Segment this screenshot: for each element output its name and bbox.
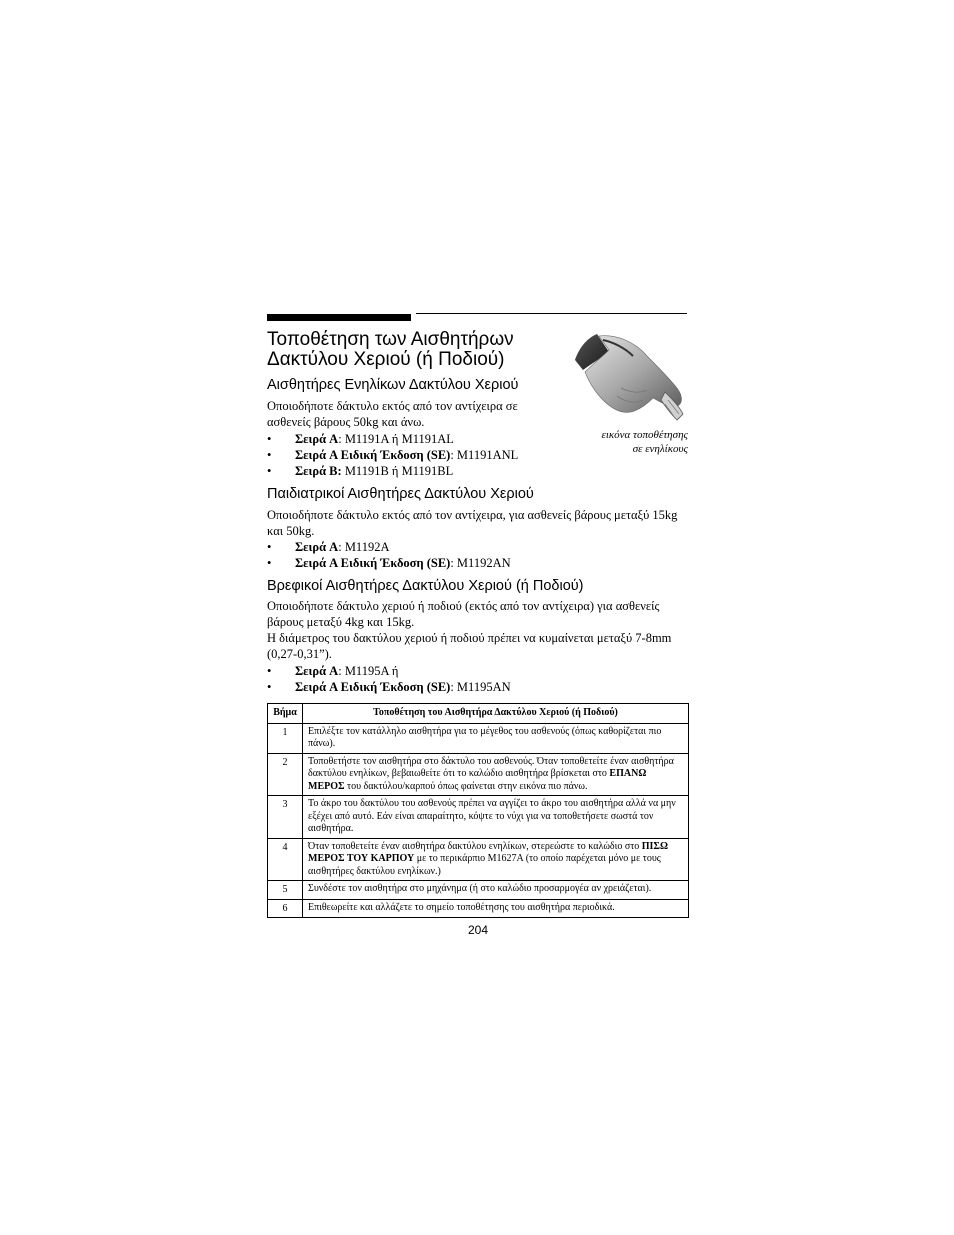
bullet-icon: •	[267, 556, 272, 570]
table-header-row	[268, 704, 689, 724]
page-title-line1: Τοποθέτηση των Αισθητήρων	[267, 329, 514, 350]
figure-caption-line1: εικόνα τοποθέτησης	[601, 429, 688, 441]
model-text: : M1195AN	[450, 680, 511, 694]
step-number: 3	[268, 796, 303, 839]
figure-caption-line2: σε ενηλίκους	[632, 443, 688, 455]
table-row	[268, 753, 689, 796]
step-text: Επιθεωρείτε και αλλάζετε το σημείο τοποθέτησης του αισθητήρα περιοδικά.	[303, 899, 689, 918]
series-label: Σειρά A	[295, 432, 339, 446]
page-title	[267, 330, 587, 370]
bullet-icon: •	[267, 540, 272, 554]
series-label: Σειρά B:	[295, 464, 342, 478]
figure-caption	[560, 428, 688, 456]
section-infant-list	[267, 663, 511, 695]
step-text: Το άκρο του δακτύλου του ασθενούς πρέπει να αγγίζει το άκρο του αισθητήρα αλλά να μην εξέχει από αυτό. Εάν είναι απαραίτητο, κόψτε το νύχι για να τοποθετήσετε σωστά τον αισθητήρα.	[303, 796, 689, 839]
section-infant-description: Οποιοδήποτε δάκτυλο χεριού ή ποδιού (εκτός από τον αντίχειρα) για ασθενείς βάρους μεταξύ 4kg και 15kg.	[267, 599, 660, 629]
bullet-icon: •	[267, 432, 272, 446]
step-text: Επιλέξτε τον κατάλληλο αισθητήρα για το μέγεθος του ασθενούς (όπως καθορίζεται πιο πάνω).	[303, 723, 689, 753]
step-text	[303, 753, 689, 796]
page-title-line2: Δακτύλου Χεριού (ή Ποδιού)	[267, 349, 505, 370]
column-header-step: Βήμα	[268, 704, 303, 724]
series-label: Σειρά A Ειδική Έκδοση (SE)	[295, 680, 451, 694]
step-text-pre: Όταν τοποθετείτε έναν αισθητήρα δακτύλου ενηλίκων, στερεώστε το καλώδιο στο	[308, 840, 642, 852]
step-number: 1	[268, 723, 303, 753]
list-item	[267, 679, 511, 695]
page-number: 204	[467, 923, 489, 937]
model-text: : M1195A ή	[338, 664, 399, 678]
step-number: 2	[268, 753, 303, 796]
bullet-icon: •	[267, 448, 272, 462]
series-label: Σειρά A Ειδική Έκδοση (SE)	[295, 556, 451, 570]
series-label: Σειρά A	[295, 540, 339, 554]
model-text: : M1192AN	[450, 556, 511, 570]
placement-steps-table	[267, 703, 689, 918]
step-number: 6	[268, 899, 303, 918]
adult-finger-sensor-illustration	[573, 330, 688, 425]
step-text-post: με το περικάρπιο M1627A (το οποίο παρέχεται μόνο με τους αισθητήρες δακτύλου ενηλίκων.)	[308, 853, 661, 877]
bullet-icon: •	[267, 464, 272, 478]
column-header-placement: Τοποθέτηση του Αισθητήρα Δακτύλου Χεριού (ή Ποδιού)	[303, 704, 689, 724]
bullet-icon: •	[267, 664, 272, 678]
step-number: 4	[268, 838, 303, 881]
model-text: M1191B ή M1191BL	[341, 464, 454, 478]
list-item	[267, 463, 518, 479]
section-adult-list	[267, 431, 518, 479]
step-number: 5	[268, 881, 303, 900]
step-text-pre: Τοποθετήστε τον αισθητήρα στο δάκτυλο του ασθενούς. Όταν τοποθετείτε έναν αισθητήρα δακτύλου ενηλίκων, βεβαιωθείτε ότι το καλώδιο αισθητήρα βρίσκεται στο	[308, 755, 674, 779]
section-adult-description: Οποιοδήποτε δάκτυλο εκτός από τον αντίχειρα σε ασθενείς βάρους 50kg και άνω.	[267, 399, 518, 429]
table-row	[268, 723, 689, 753]
section-heading-adult: Αισθητήρες Ενηλίκων Δακτύλου Χεριού	[267, 377, 519, 393]
model-text: : M1192A	[338, 540, 390, 554]
list-item	[267, 663, 511, 679]
section-heading-pediatric: Παιδιατρικοί Αισθητήρες Δακτύλου Χεριού	[267, 486, 534, 502]
table-row	[268, 881, 689, 900]
series-label: Σειρά A	[295, 664, 339, 678]
section-infant-diameter-note: Η διάμετρος του δακτύλου χεριού ή ποδιού πρέπει να κυμαίνεται μεταξύ 7-8mm (0,27-0,31”).	[267, 631, 672, 661]
step-text-emphasis: ΕΠΑΝΩ ΜΕΡΟΣ	[308, 768, 647, 792]
section-pediatric-description: Οποιοδήποτε δάκτυλο εκτός από τον αντίχειρα, για ασθενείς βάρους μεταξύ 15kg και 50kg.	[267, 508, 678, 538]
table-row	[268, 899, 689, 918]
bullet-icon: •	[267, 680, 272, 694]
section-rule-thin	[416, 313, 687, 314]
section-heading-infant: Βρεφικοί Αισθητήρες Δακτύλου Χεριού (ή Ποδιού)	[267, 578, 584, 594]
list-item	[267, 431, 518, 447]
table-row	[268, 796, 689, 839]
section-pediatric-list	[267, 539, 511, 571]
list-item	[267, 539, 511, 555]
series-label: Σειρά A Ειδική Έκδοση (SE)	[295, 448, 451, 462]
table-row	[268, 838, 689, 881]
step-text	[303, 838, 689, 881]
step-text: Συνδέστε τον αισθητήρα στο μηχάνημα (ή στο καλώδιο προσαρμογέα αν χρειάζεται).	[303, 881, 689, 900]
step-text-emphasis: ΠΙΣΩ ΜΕΡΟΣ ΤΟΥ ΚΑΡΠΟΥ	[308, 840, 668, 864]
list-item	[267, 447, 518, 463]
model-text: : M1191A ή M1191AL	[338, 432, 454, 446]
step-text-post: του δακτύλου/καρπού όπως φαίνεται στην εικόνα πιο πάνω.	[344, 780, 588, 792]
list-item	[267, 555, 511, 571]
section-rule-thick	[267, 314, 411, 321]
model-text: : M1191ANL	[450, 448, 519, 462]
